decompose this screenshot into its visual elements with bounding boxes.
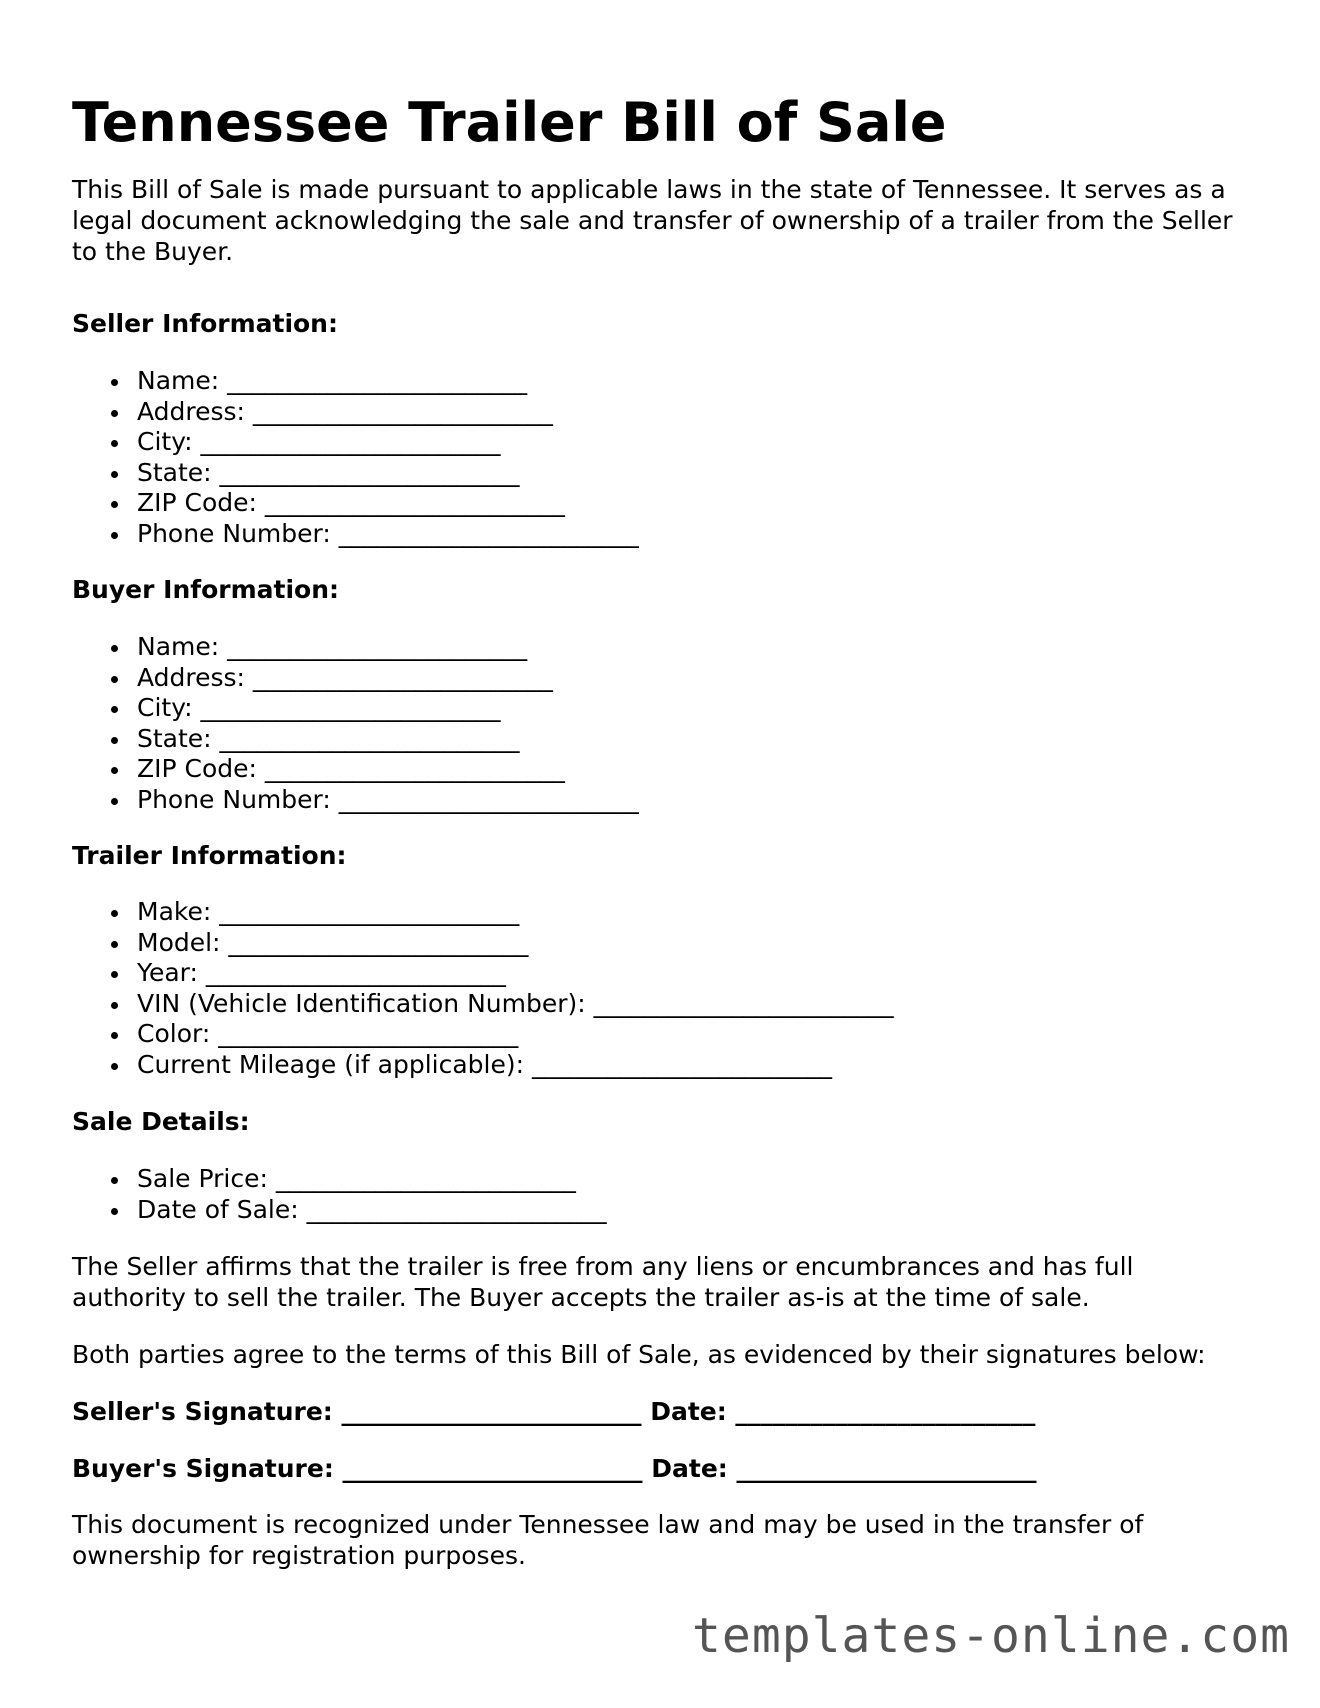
buyer-phone-field: Phone Number: ________________________ xyxy=(72,785,639,816)
buyer-zip-field: ZIP Code: ________________________ xyxy=(72,754,639,785)
seller-signature-line: Seller's Signature: ________________________ Date: ________________________ xyxy=(72,1397,1036,1426)
intro-paragraph: This Bill of Sale is made pursuant to applicable laws in the state of Tennessee. It serves as a legal document acknowledging the sale and transfer of ownership of a trailer from the Seller to the Buyer. xyxy=(72,175,1233,266)
trailer-mileage-field: Current Mileage (if applicable): ________________________ xyxy=(72,1050,894,1081)
seller-address-field: Address: ________________________ xyxy=(72,397,639,428)
agreement-paragraph: Both parties agree to the terms of this Bill of Sale, as evidenced by their signatures below: xyxy=(72,1340,1206,1369)
trailer-model-field: Model: ________________________ xyxy=(72,928,894,959)
seller-state-field: State: ________________________ xyxy=(72,458,639,489)
sale-heading: Sale Details: xyxy=(72,1107,250,1136)
seller-fields xyxy=(72,366,639,550)
closing-paragraph: This document is recognized under Tennessee law and may be used in the transfer of ownership for registration purposes. xyxy=(72,1510,1144,1570)
seller-name-field: Name: ________________________ xyxy=(72,366,639,397)
buyer-heading: Buyer Information: xyxy=(72,575,340,604)
trailer-fields xyxy=(72,897,894,1081)
seller-zip-field: ZIP Code: ________________________ xyxy=(72,488,639,519)
trailer-make-field: Make: ________________________ xyxy=(72,897,894,928)
buyer-state-field: State: ________________________ xyxy=(72,724,639,755)
affirmation-paragraph: The Seller affirms that the trailer is free from any liens or encumbrances and has full authority to sell the trailer. The Buyer accepts the trailer as-is at the time of sale. xyxy=(72,1252,1134,1312)
seller-phone-field: Phone Number: ________________________ xyxy=(72,519,639,550)
buyer-signature-line: Buyer's Signature: ________________________ Date: ________________________ xyxy=(72,1454,1037,1483)
trailer-year-field: Year: ________________________ xyxy=(72,958,894,989)
sale-date-field: Date of Sale: ________________________ xyxy=(72,1195,607,1226)
sale-price-field: Sale Price: ________________________ xyxy=(72,1164,607,1195)
buyer-fields xyxy=(72,632,639,816)
trailer-vin-field: VIN (Vehicle Identification Number): ________________________ xyxy=(72,989,894,1020)
seller-city-field: City: ________________________ xyxy=(72,427,639,458)
seller-heading: Seller Information: xyxy=(72,309,338,338)
sale-fields xyxy=(72,1164,607,1225)
trailer-heading: Trailer Information: xyxy=(72,841,347,870)
buyer-address-field: Address: ________________________ xyxy=(72,663,639,694)
trailer-color-field: Color: ________________________ xyxy=(72,1019,894,1050)
watermark: templates-online.com xyxy=(692,1608,1290,1664)
page-title: Tennessee Trailer Bill of Sale xyxy=(72,91,947,154)
buyer-city-field: City: ________________________ xyxy=(72,693,639,724)
buyer-name-field: Name: ________________________ xyxy=(72,632,639,663)
